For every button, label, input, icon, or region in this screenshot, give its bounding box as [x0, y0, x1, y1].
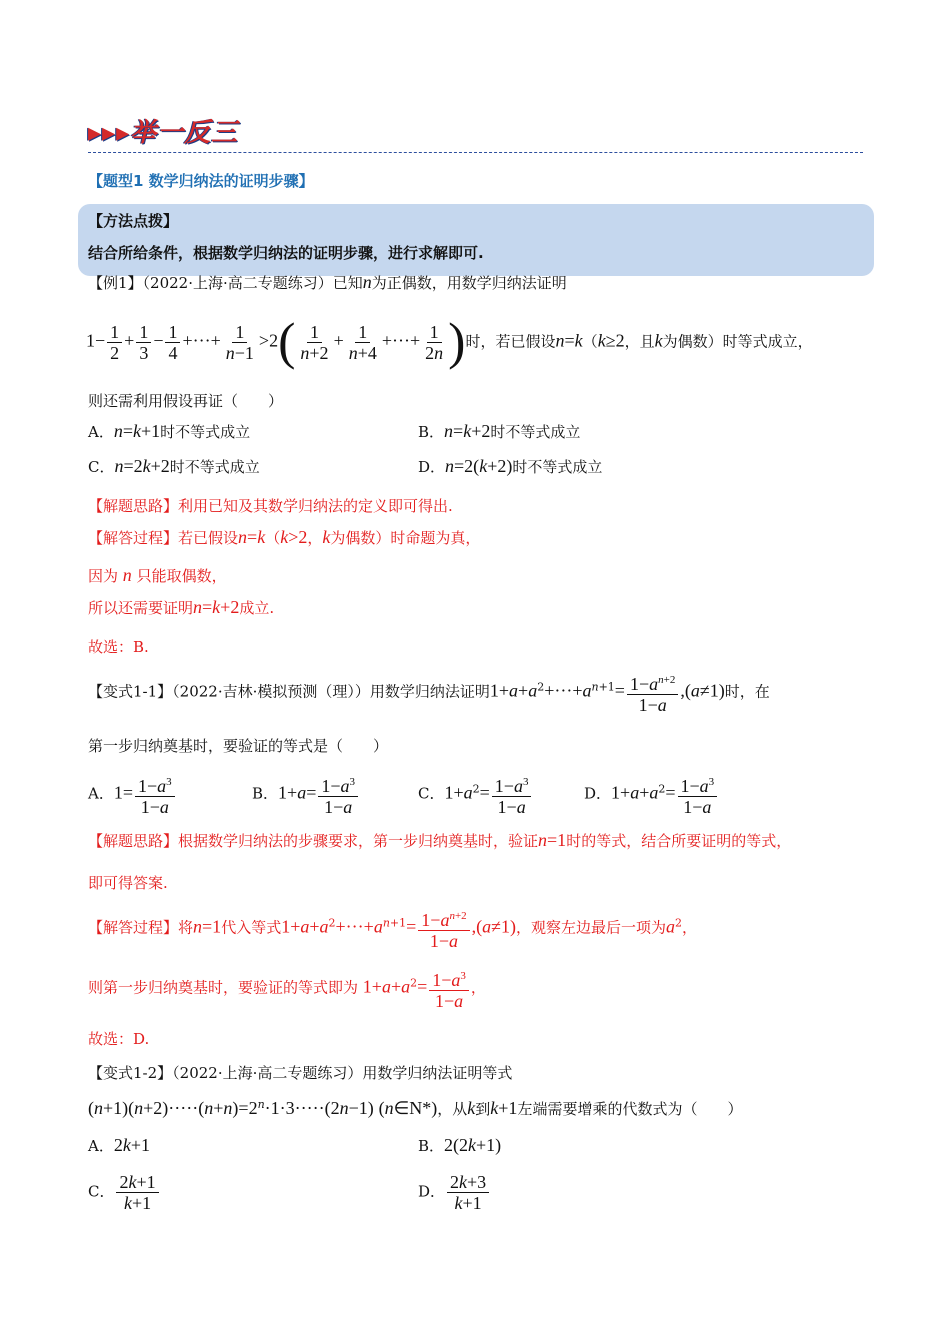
- example-1-idea: 【解题思路】利用已知及其数学归纳法的定义即可得出.: [88, 497, 453, 515]
- v11-option-b[interactable]: B．1+a= $\frac{1-a^3}{1-a}$: [252, 772, 360, 817]
- variant-1-1-answer: 故选：D.: [88, 1030, 150, 1048]
- header-divider: [88, 152, 863, 153]
- section-logo: ▸▸▸举一反三: [88, 118, 239, 148]
- variant-1-1-process: 【解答过程】将n=1代入等式$1+a+a^2+\cdot\cdot\cdot+a^{n+1}=$ $\frac{1-a^{n+2}}{1-a}$ ,(a≠1)，观察左边最后一项为$a^2$，: [88, 906, 697, 951]
- variant-1-1-idea: 【解题思路】根据数学归纳法的步骤要求，第一步归纳奠基时，验证n=1时的等式，结合所要证明的等式，: [88, 830, 792, 850]
- option-d[interactable]: D．n=2(k+2)时不等式成立: [418, 456, 603, 476]
- v12-option-b[interactable]: B．2(2k+1): [418, 1135, 502, 1155]
- example-1-process-2: 因为 n 只能取偶数，: [88, 565, 227, 585]
- example-1-header: 【例1】（2022·上海·高二专题练习）已知n为正偶数，用数学归纳法证明: [88, 272, 567, 292]
- v12-option-c[interactable]: C． $\frac{2k+1}{k+1}$: [88, 1172, 161, 1213]
- v11-option-a[interactable]: A．1= $\frac{1-a^3}{1-a}$: [88, 772, 177, 817]
- v12-option-d[interactable]: D． $\frac{2k+3}{k+1}$: [418, 1172, 491, 1213]
- v11-option-d[interactable]: D．$1+a+a^2=$ $\frac{1-a^3}{1-a}$: [584, 772, 719, 817]
- variant-1-1-header: 【变式1-1】（2022·吉林·模拟预测（理））用数学归纳法证明$1+a+a^2+\cdot\cdot\cdot+a^{n+1}=$ $\frac{1-a^{n+2}}{1-a}$ ,(a≠1)时，在: [88, 670, 770, 715]
- variant-1-1-idea-2: 即可得答案.: [88, 874, 168, 892]
- example-1-formula: 1− $\frac{1}{2}$ + $\frac{1}{3}$ − $\frac{1}{4}$ +···+ $\frac{1}{n-1}$ >2( $\frac{1}{n+2}$ + $\frac{1}{n+4}$ +···+ $\frac{1}{2n}$ )时，若已假设n=k（k≥2，且k为偶数）时等式成立，: [86, 313, 813, 371]
- v12-option-a[interactable]: A．2k+1: [88, 1135, 150, 1155]
- example-1-question: 则还需利用假设再证（ ）: [88, 392, 284, 410]
- variant-1-2-header: 【变式1-2】（2022·上海·高二专题练习）用数学归纳法证明等式: [88, 1064, 513, 1082]
- variant-1-1-question: 第一步归纳奠基时，要验证的等式是（ ）: [88, 737, 389, 755]
- section-title: 【题型1 数学归纳法的证明步骤】: [88, 172, 314, 190]
- variant-1-1-process-2: 则第一步归纳奠基时，要验证的等式即为 $1+a+a^2=$ $\frac{1-a^3}{1-a}$ ，: [88, 966, 486, 1011]
- option-a[interactable]: A．n=k+1时不等式成立: [88, 421, 251, 441]
- variant-1-2-formula: $(n+1)(n+2)\cdot\cdot\cdot\cdot\cdot(n+n)=2^n\cdot 1\cdot 3\cdot\cdot\cdot\cdot\cdot(2n-1)$ (n∈N*)，从k到k+1左端需要增乘的代数式为（ ）: [88, 1098, 743, 1118]
- method-title: 【方法点拨】: [88, 212, 179, 230]
- method-box: [78, 204, 874, 276]
- v11-option-c[interactable]: C．$1+a^2=$ $\frac{1-a^3}{1-a}$: [418, 772, 533, 817]
- example-1-process-3: 所以还需要证明n=k+2成立.: [88, 597, 275, 617]
- option-b[interactable]: B．n=k+2时不等式成立: [418, 421, 581, 441]
- example-1-process: 【解答过程】若已假设n=k（k>2，k为偶数）时命题为真，: [88, 527, 481, 547]
- option-c[interactable]: C．n=2k+2时不等式成立: [88, 456, 260, 476]
- example-1-answer: 故选：B.: [88, 638, 149, 656]
- method-text: 结合所给条件，根据数学归纳法的证明步骤，进行求解即可.: [88, 244, 484, 262]
